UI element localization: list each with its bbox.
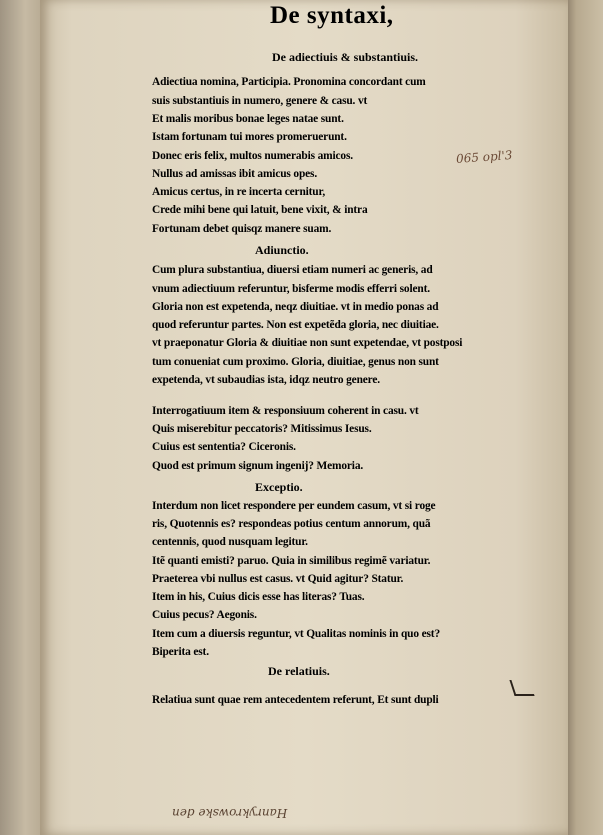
text-line: Istam fortunam tui mores promeruerunt. (152, 131, 347, 143)
section-heading-adiunctio: Adiunctio. (255, 243, 309, 257)
text-line: Crede mihi bene qui latuit, bene vixit, & intra (152, 204, 368, 216)
text-line: Donec eris felix, multos numerabis amicos. (152, 150, 353, 162)
text-line: Cuius pecus? Aegonis. (152, 609, 257, 621)
text-line: Biperita est. (152, 646, 209, 658)
right-page-edge (565, 0, 603, 835)
text-line: Item in his, Cuius dicis esse has literas? Tuas. (152, 591, 365, 603)
text-line: Amicus certus, in re incerta cernitur, (152, 186, 326, 198)
text-line: vt praeponatur Gloria & diuitiae non sunt expetendae, vt postposi (152, 337, 463, 349)
text-line: Cum plura substantiua, diuersi etiam numeri ac generis, ad (152, 264, 433, 276)
handwritten-margin-note: 065 opl'3 (455, 148, 513, 166)
text-line: Relatiua sunt quae rem antecedentem referunt, Et sunt dupli (152, 694, 439, 706)
text-line: ris, Quotennis es? respondeas potius centum annorum, quã (152, 518, 431, 530)
text-line: Gloria non est expetenda, neqz diuitiae. vt in medio ponas ad (152, 301, 439, 313)
left-page-edge (0, 0, 42, 835)
text-line: expetenda, vt subaudias ista, idqz neutro genere. (152, 374, 380, 386)
section-heading-adiectiuis: De adiectiuis & substantiuis. (272, 50, 419, 64)
text-line: quod referuntur partes. Non est expetẽda gloria, nec diuitiae. (152, 319, 439, 331)
book-page (40, 0, 568, 835)
text-line: Nullus ad amissas ibit amicus opes. (152, 168, 318, 180)
text-line: Adiectiua nomina, Participia. Pronomina concordant cum (152, 76, 426, 88)
text-line: Interrogatiuum item & responsiuum coherent in casu. vt (152, 405, 419, 417)
text-line: Interdum non licet respondere per eundem casum, vt si roge (152, 500, 436, 512)
text-line: suis substantiuis in numero, genere & casu. vt (152, 95, 368, 107)
text-line: Item cum a diuersis reguntur, vt Qualitas nominis in quo est? (152, 628, 440, 640)
text-line: tum conueniat cum proximo. Gloria, diuitiae, genus non sunt (152, 356, 439, 368)
text-line: Praeterea vbi nullus est casus. vt Quid agitur? Statur. (152, 573, 404, 585)
text-line: Itẽ quanti emisti? paruo. Quia in similibus regimẽ variatur. (152, 555, 431, 567)
text-line: vnum adiectiuum referuntur, bisferme modis efferri solent. (152, 283, 430, 295)
page-title: De syntaxi, (270, 2, 394, 29)
text-line: Et malis moribus bonae leges natae sunt. (152, 113, 344, 125)
text-line: Fortunam debet quisqz manere suam. (152, 223, 332, 235)
section-heading-relatiuis: De relatiuis. (268, 664, 330, 678)
section-heading-exceptio: Exceptio. (255, 480, 303, 494)
handwritten-inscription: Hanrykrowske den (172, 806, 288, 820)
text-line: Cuius est sententia? Ciceronis. (152, 441, 296, 453)
text-line: Quod est primum signum ingenij? Memoria. (152, 460, 364, 472)
text-line: centennis, quod nusquam legitur. (152, 536, 308, 548)
text-line: Quis miserebitur peccatoris? Mitissimus Iesus. (152, 423, 372, 435)
